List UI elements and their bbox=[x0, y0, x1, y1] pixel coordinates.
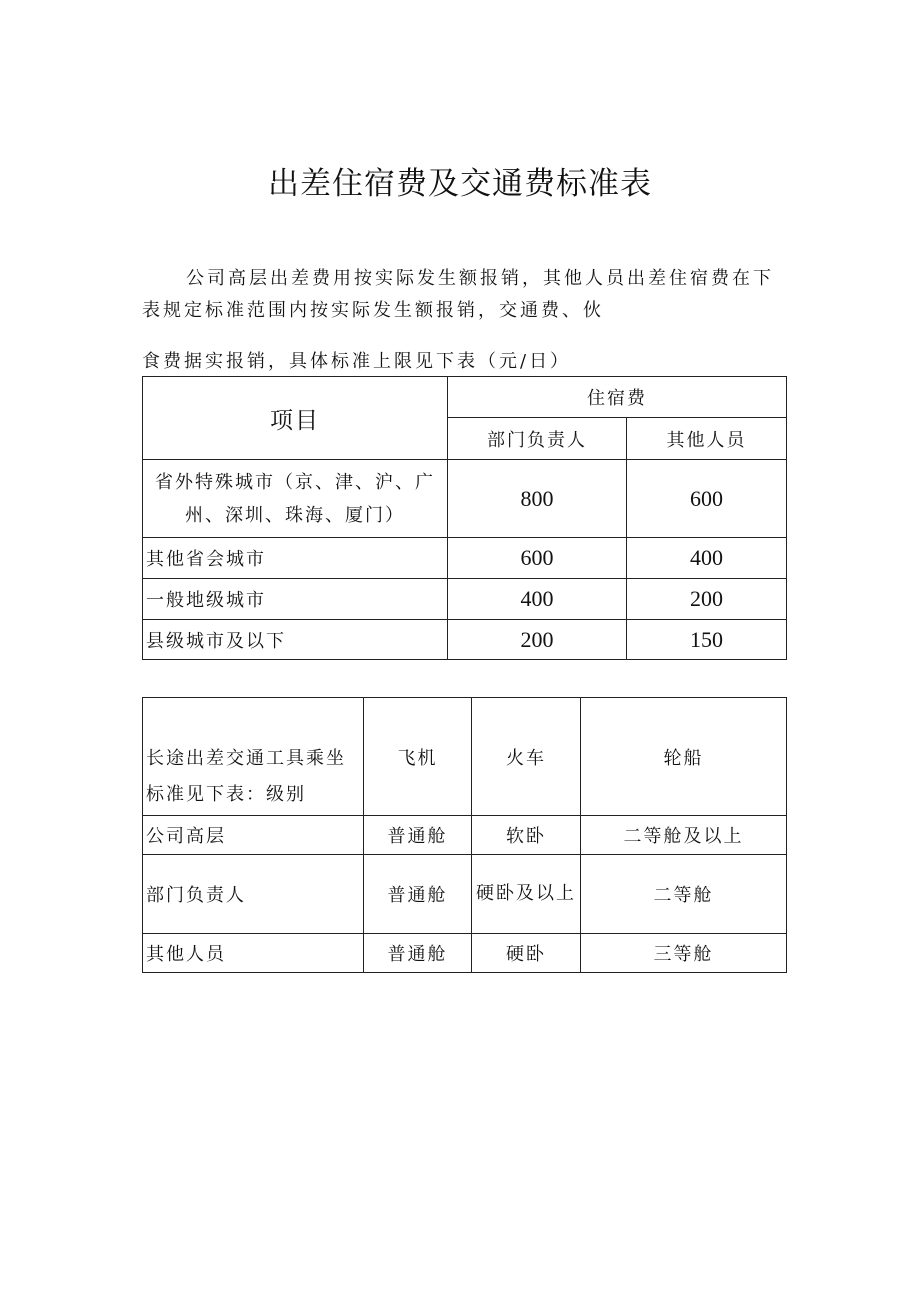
table-cell-value: 400 bbox=[448, 579, 627, 620]
header-item: 项目 bbox=[143, 377, 448, 460]
intro-paragraph: 公司高层出差费用按实际发生额报销，其他人员出差住宿费在下表规定标准范围内按实际发生额报销，交通费、伙 bbox=[142, 268, 774, 321]
header-train: 火车 bbox=[472, 698, 581, 816]
table-row-item: 一般地级城市 bbox=[143, 579, 448, 620]
table-cell-plane: 普通舱 bbox=[364, 816, 472, 855]
table-row-item: 其他省会城市 bbox=[143, 538, 448, 579]
header-level: 长途出差交通工具乘坐标准见下表：级别 bbox=[143, 698, 364, 816]
table-cell-plane: 普通舱 bbox=[364, 855, 472, 934]
table-cell-plane: 普通舱 bbox=[364, 934, 472, 973]
table-cell-ship: 三等舱 bbox=[581, 934, 787, 973]
table-row-item: 省外特殊城市（京、津、沪、广州、深圳、珠海、厦门） bbox=[143, 460, 448, 538]
table-row-level: 部门负责人 bbox=[143, 855, 364, 934]
header-other-staff: 其他人员 bbox=[627, 418, 787, 460]
table-cell-value: 200 bbox=[627, 579, 787, 620]
table-row-level: 其他人员 bbox=[143, 934, 364, 973]
table-cell-train: 硬卧及以上 bbox=[472, 855, 581, 934]
transport-standard-table bbox=[142, 697, 787, 973]
header-lodging-fee: 住宿费 bbox=[448, 377, 787, 418]
table-cell-train: 硬卧 bbox=[472, 934, 581, 973]
header-plane: 飞机 bbox=[364, 698, 472, 816]
table-row-level: 公司高层 bbox=[143, 816, 364, 855]
intro-paragraph-continued: 食费据实报销，具体标准上限见下表（元/日） bbox=[142, 351, 572, 372]
table-cell-train: 软卧 bbox=[472, 816, 581, 855]
header-dept-head: 部门负责人 bbox=[448, 418, 627, 460]
page-title: 出差住宿费及交通费标准表 bbox=[268, 166, 652, 202]
table-cell-value: 800 bbox=[448, 460, 627, 538]
table-cell-value: 150 bbox=[627, 620, 787, 660]
header-ship: 轮船 bbox=[581, 698, 787, 816]
lodging-standard-table bbox=[142, 376, 787, 660]
table-cell-value: 600 bbox=[448, 538, 627, 579]
table-cell-value: 400 bbox=[627, 538, 787, 579]
table-row-item: 县级城市及以下 bbox=[143, 620, 448, 660]
table-cell-value: 600 bbox=[627, 460, 787, 538]
table-cell-value: 200 bbox=[448, 620, 627, 660]
table-cell-ship: 二等舱及以上 bbox=[581, 816, 787, 855]
table-cell-ship: 二等舱 bbox=[581, 855, 787, 934]
